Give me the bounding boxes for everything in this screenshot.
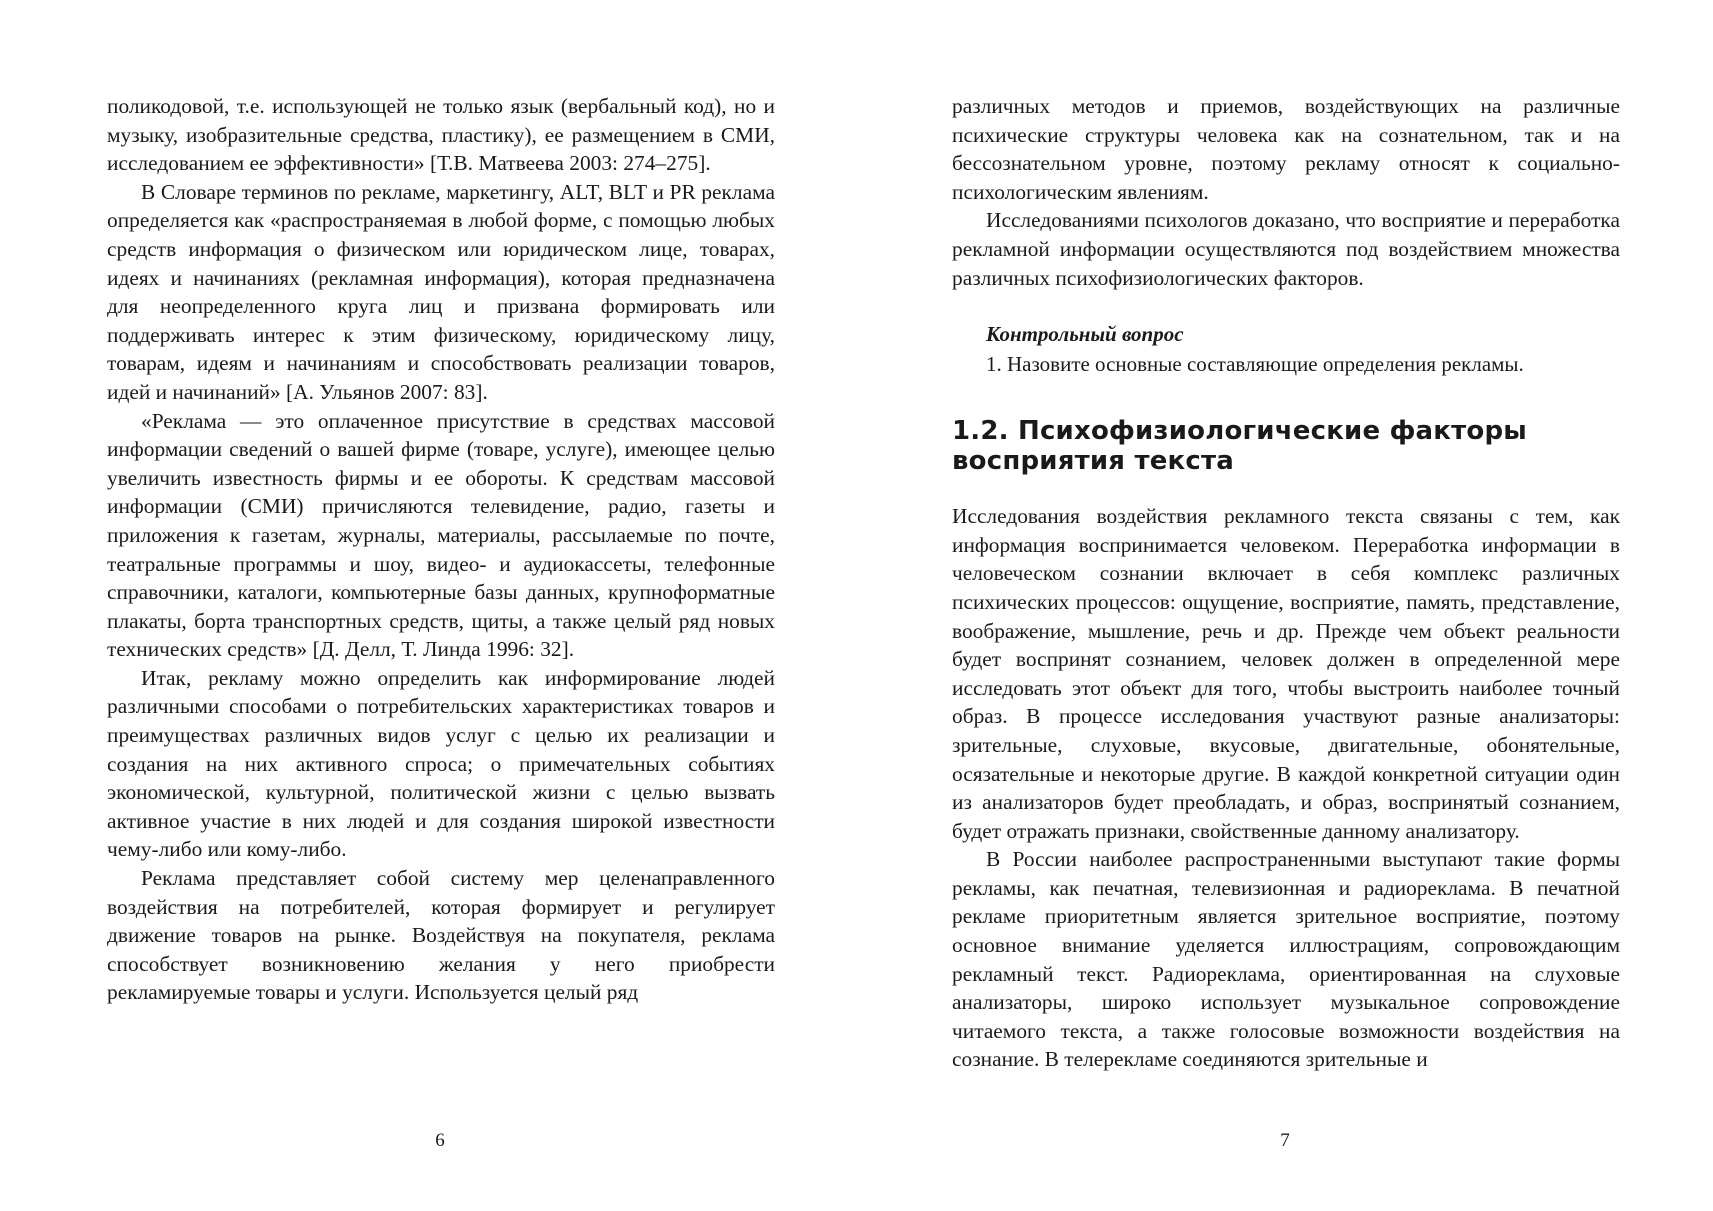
- right-page-body-top: [952, 92, 1620, 292]
- paragraph: В Словаре терминов по рекламе, маркетингу, ALT, BLT и PR реклама определяется как «распространяемая в любой форме, с помощью любых средств информация о физическом или юридическом лице, товарах, идеях и начинаниях (рекламная информация), которая предназначена для неопределенного круга лиц и призвана формировать или поддерживать интерес к этим физическому, юридическому лицу, товарам, идеям и начинаниям и способствовать реализации товаров, идей и начинаний» [А. Ульянов 2007: 83].: [107, 179, 775, 404]
- paragraph: «Реклама — это оплаченное присутствие в средствах массовой информации сведений о вашей фирме (товаре, услуге), имеющее целью увеличить известность фирмы и ее обороты. К средствам массовой информации (СМИ) причисляются телевидение, радио, газеты и приложения к газетам, журналы, материалы, рассылаемые по почте, театральные программы и шоу, видео- и аудиокассеты, телефонные справочники, каталоги, компьютерные базы данных, крупноформатные плакаты, борта транспортных средств, щиты, а также целый ряд новых технических средств» [Д. Делл, Т. Линда 1996: 32].: [107, 408, 775, 662]
- right-page-body-bottom: [952, 502, 1620, 1074]
- section-heading-line: восприятия текста: [952, 446, 1235, 477]
- section-heading-line: 1.2. Психофизиологические факторы: [952, 416, 1528, 447]
- paragraph: различных методов и приемов, воздействующих на различные психические структуры человека как на сознательном, так и на бессознательном уровне, поэтому рекламу относят к социально-психологическим явлениям.: [952, 94, 1620, 204]
- paragraph: В России наиболее распространенными выступают такие формы рекламы, как печатная, телевизионная и радиореклама. В печатной рекламе приоритетным является зрительное восприятие, поэтому основное внимание уделяется иллюстрациям, сопровождающим рекламный текст. Радиореклама, ориентированная на слуховые анализаторы, широко использует музыкальное сопровождение читаемого текста, а также голосовые возможности воздействия на сознание. В телерекламе соединяются зрительные и: [952, 847, 1620, 1072]
- paragraph: Исследованиями психологов доказано, что восприятие и переработка рекламной информации осуществляются под воздействием множества различных психофизиологических факторов.: [952, 208, 1620, 290]
- paragraph: Исследования воздействия рекламного текста связаны с тем, как информация воспринимается человеком. Переработка информации в человеческом сознании включает в себя комплекс различных психических процессов: ощущение, восприятие, память, представление, воображение, мышление, речь и др. Прежде чем объект реальности будет воспринят сознанием, человек должен в определенной мере исследовать этот объект для того, чтобы выстроить наиболее точный образ. В процессе исследования участвуют разные анализаторы: зрительные, слуховые, вкусовые, двигательные, обонятельные, осязательные и некоторые другие. В каждой конкретной ситуации один из анализаторов будет преобладать, и образ, воспринятый сознанием, будет отражать признаки, свойственные данному анализатору.: [952, 504, 1620, 843]
- paragraph: Реклама представляет собой систему мер целенаправленного воздействия на потребителей, которая формирует и регулирует движение товаров на рынке. Воздействуя на покупателя, реклама способствует возникновению желания у него приобрести рекламируемые товары и услуги. Используется целый ряд: [107, 866, 775, 1005]
- control-question-title: Контрольный вопрос: [986, 322, 1184, 347]
- left-page-body: [107, 92, 775, 1007]
- paragraph: поликодовой, т.е. использующей не только язык (вербальный код), но и музыку, изобразительные средства, пластику), ее размещением в СМИ, исследованием ее эффективности» [Т.В. Матвеева 2003: 274–275].: [107, 94, 775, 176]
- left-page: [107, 92, 775, 1007]
- section-heading: [952, 416, 1620, 476]
- paragraph: Итак, рекламу можно определить как информирование людей различными способами о потребительских характеристиках товаров и преимуществах различных видов услуг с целью их реализации и создания на них активного спроса; о примечательных событиях экономической, культурной, политической жизни с целью вызвать активное участие в них людей и для создания широкой известности чему-либо или кому-либо.: [107, 665, 775, 862]
- right-page: [952, 92, 1620, 1074]
- page-number-right: 7: [1280, 1130, 1290, 1151]
- control-question-item: 1. Назовите основные составляющие определения рекламы.: [986, 352, 1524, 377]
- page-number-left: 6: [435, 1130, 445, 1151]
